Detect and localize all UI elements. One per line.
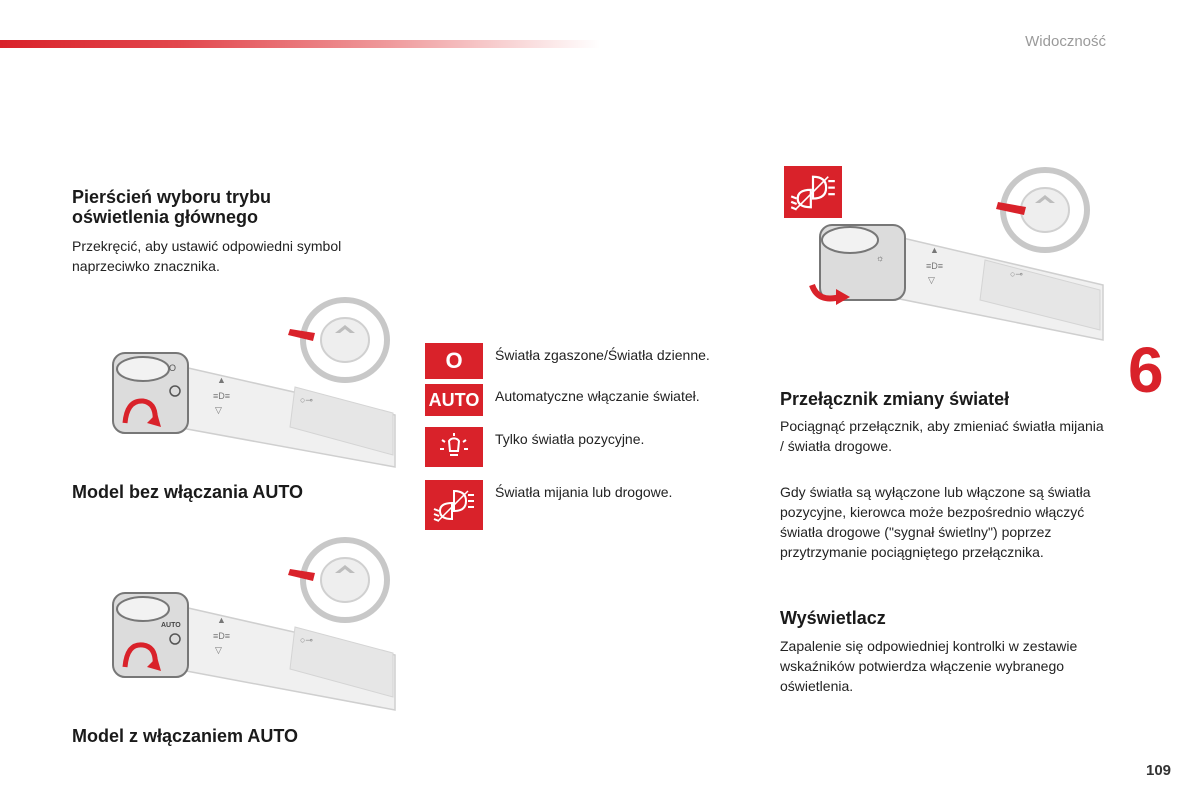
svg-text:≡D≡: ≡D≡ — [213, 391, 231, 401]
svg-text:O: O — [169, 363, 177, 373]
svg-text:▲: ▲ — [217, 615, 226, 625]
svg-text:▽: ▽ — [215, 645, 222, 655]
legend-text: Światła mijania lub drogowe. — [495, 484, 673, 500]
switch-description: Pociągnąć przełącznik, aby zmieniać światła mijania / światła drogowe. — [780, 418, 1104, 454]
model-auto-caption: Model z włączaniem AUTO — [72, 726, 299, 746]
auto-light-icon: AUTO — [425, 384, 483, 416]
header-accent-bar — [0, 40, 600, 48]
lever-illustration-beam-switch — [800, 165, 1105, 350]
chapter-number: 6 — [1128, 334, 1164, 406]
svg-text:○⊸: ○⊸ — [1010, 269, 1023, 279]
svg-text:≡D≡: ≡D≡ — [926, 261, 944, 271]
svg-text:▲: ▲ — [930, 245, 939, 255]
svg-text:○⊸: ○⊸ — [300, 395, 313, 405]
legend-text: Automatyczne włączanie świateł. — [495, 388, 700, 404]
model-no-auto-caption: Model bez włączania AUTO — [72, 482, 304, 502]
lever-illustration-no-auto — [105, 295, 400, 470]
svg-text:▽: ▽ — [215, 405, 222, 415]
light-off-icon: O — [425, 343, 483, 379]
position-light-icon — [425, 427, 483, 467]
ring-heading: Pierścień wyboru trybu oświetlenia głównego — [72, 187, 272, 227]
flash-description: Gdy światła są wyłączone lub włączone są światła pozycyjne, kierowca może bezpośrednio włączyć światła drogowe ("sygnał świetlny") poprzez przytrzymanie pociągniętego przełącznika. — [780, 484, 1091, 560]
auto-ring-label: AUTO — [161, 622, 181, 629]
display-heading: Wyświetlacz — [780, 608, 886, 628]
switch-heading: Przełącznik zmiany świateł — [780, 389, 1010, 409]
beam-light-icon — [425, 480, 483, 530]
svg-text:○⊸: ○⊸ — [300, 635, 313, 645]
svg-text:▲: ▲ — [217, 375, 226, 385]
svg-text:≡D≡: ≡D≡ — [213, 631, 231, 641]
lever-illustration-auto — [105, 535, 400, 715]
page-number: 109 — [1146, 762, 1172, 779]
legend-text: Tylko światła pozycyjne. — [495, 431, 645, 447]
section-title: Widoczność — [1025, 33, 1106, 50]
display-description: Zapalenie się odpowiedniej kontrolki w zestawie wskaźników potwierdza włączenie wybranego oświetlenia. — [780, 638, 1078, 694]
legend-text: Światła zgaszone/Światła dzienne. — [495, 347, 710, 363]
ring-description: Przekręcić, aby ustawić odpowiedni symbol naprzeciwko znacznika. — [72, 238, 342, 274]
svg-text:▽: ▽ — [928, 275, 935, 285]
svg-text:☼: ☼ — [876, 253, 885, 263]
